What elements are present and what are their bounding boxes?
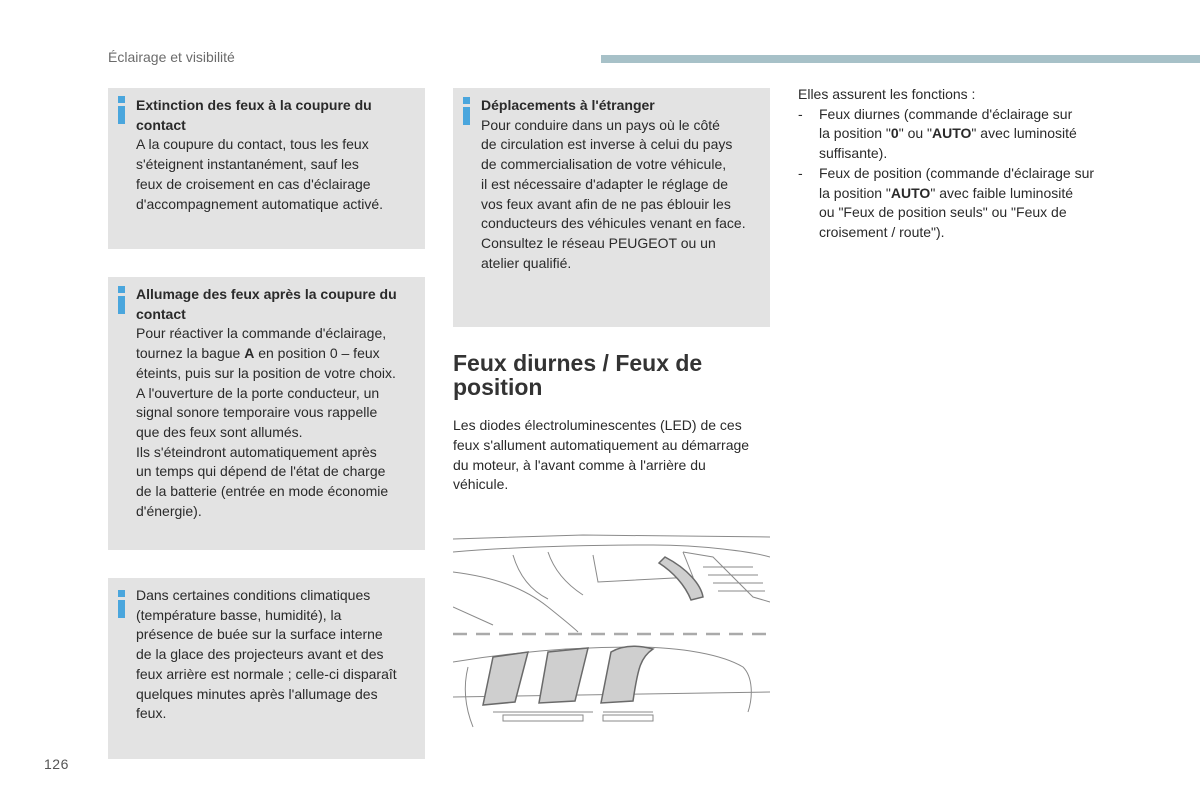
- box-line: Pour conduire dans un pays où le côté: [481, 116, 720, 133]
- box-line: feux.: [136, 705, 167, 722]
- box-line: de la glace des projecteurs avant et des: [136, 646, 384, 663]
- box-line: éteints, puis sur la position de votre choix.: [136, 364, 396, 381]
- box-line: (température basse, humidité), la: [136, 606, 342, 623]
- box-line: feux de croisement en cas d'éclairage: [136, 175, 371, 192]
- box-line: il est nécessaire d'adapter le réglage de: [481, 175, 729, 192]
- box-line: un temps qui dépend de l'état de charge: [136, 463, 386, 480]
- box-line: vos feux avant afin de ne pas éblouir les: [481, 195, 731, 212]
- box-line: Ils s'éteindront automatiquement après: [136, 443, 377, 460]
- box-line: de la batterie (entrée en mode économie: [136, 483, 389, 500]
- info-icon: [118, 590, 125, 618]
- info-box-etranger: [453, 88, 770, 327]
- box-line: s'éteignent instantanément, sauf les: [136, 156, 359, 173]
- list-item: - Feux de position (commande d'éclairage sur la position "AUTO" avec faible luminosité ou "Feux de position seuls" ou "Feux de croisement / route").: [798, 164, 1095, 240]
- box-line: A l'ouverture de la porte conducteur, un: [136, 384, 380, 401]
- box-line: atelier qualifié.: [481, 254, 572, 271]
- box-line: feux arrière est normale ; celle-ci disparaît: [136, 665, 397, 682]
- info-box-allumage: [108, 277, 425, 550]
- box-line: que des feux sont allumés.: [136, 423, 303, 440]
- box-line: de commercialisation de votre véhicule,: [481, 156, 727, 173]
- box-title: Allumage des feux après la coupure du contact: [136, 286, 397, 322]
- box-line: quelques minutes après l'allumage des: [136, 685, 378, 702]
- functions-column: [798, 85, 1128, 243]
- functions-intro: Elles assurent les fonctions :: [798, 86, 976, 102]
- info-icon: [118, 286, 125, 314]
- box-line: conducteurs des véhicules venant en face.: [481, 215, 746, 232]
- info-icon: [463, 97, 470, 125]
- box-line: Pour réactiver la commande d'éclairage,: [136, 325, 387, 342]
- box-title: Extinction des feux à la coupure du contact: [136, 97, 372, 133]
- box-line: Consultez le réseau PEUGEOT ou un: [481, 234, 716, 251]
- box-line: présence de buée sur la surface interne: [136, 626, 383, 643]
- info-box-buee: [108, 578, 425, 759]
- led-lights-illustration: [453, 527, 770, 730]
- functions-list: [798, 105, 1128, 243]
- box-line: A la coupure du contact, tous les feux: [136, 136, 369, 153]
- box-line: signal sonore temporaire vous rappelle: [136, 404, 378, 421]
- info-box-extinction: [108, 88, 425, 249]
- section-intro: Les diodes électroluminescentes (LED) de ces feux s'allument automatiquement au démarrage du moteur, à l'avant comme à l'arrière du véhicule.: [453, 417, 750, 493]
- box-line: d'accompagnement automatique activé.: [136, 195, 384, 212]
- section-title: Feux diurnes / Feux de position: [453, 350, 703, 400]
- box-line: tournez la bague A en position 0 – feux: [136, 345, 380, 362]
- header-accent-bar: [601, 55, 1200, 63]
- header-section-title: Éclairage et visibilité: [108, 49, 235, 65]
- page-number: 126: [44, 756, 69, 772]
- box-line: Dans certaines conditions climatiques: [136, 587, 371, 603]
- box-line: d'énergie).: [136, 502, 202, 519]
- box-line: de circulation est inverse à celui du pays: [481, 136, 733, 153]
- box-title: Déplacements à l'étranger: [481, 97, 655, 113]
- list-item: - Feux diurnes (commande d'éclairage sur la position "0" ou "AUTO" avec luminosité suffisante).: [798, 105, 1077, 162]
- info-icon: [118, 96, 125, 124]
